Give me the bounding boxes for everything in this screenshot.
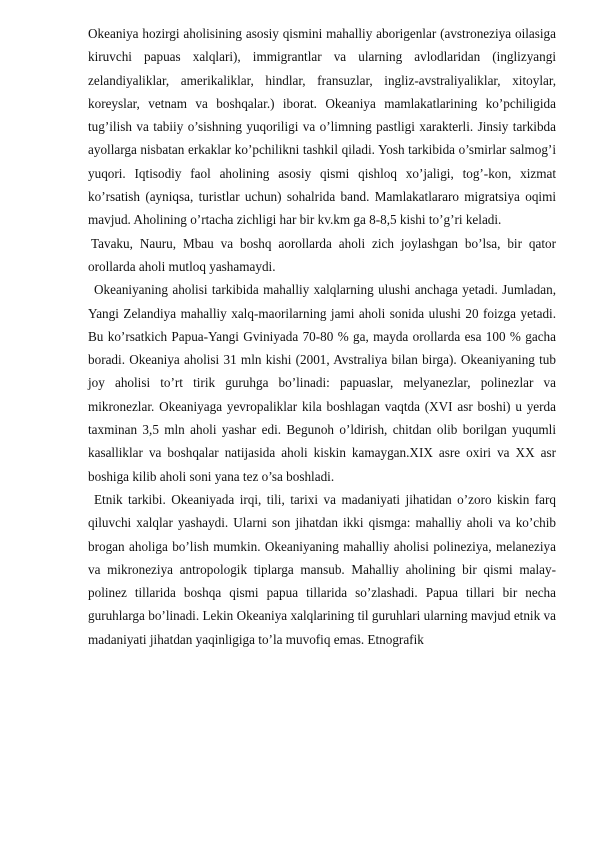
document-page (88, 22, 556, 651)
paragraph-ethnic: Etnik tarkibi. Okeaniyada irqi, tili, tarixi va madaniyati jihatidan o’zoro kiskin farq qiluvchi xalqlar yashaydi. Ularni son jihatdan ikki qismga: mahalliy aholi va ko’chib brogan aholiga bo’lish mumkin. Okeaniyaning mahalliy aholisi polineziya, melaneziya va mikroneziya antropologik tiplarga mansub. Mahalliy aholining bir qismi malay-polinez tillarida boshqa qismi papua tillarida so’zlashadi. Papua tillari bir necha guruhlarga bo’linadi. Lekin Okeaniya xalqlarining til guruhlari ularning mavjud etnik va madaniyati jihatdan yaqinligiga to’la muvofiq emas. Etnografik (88, 491, 556, 647)
paragraph-composition: Okeaniyaning aholisi tarkibida mahalliy xalqlarning ulushi anchaga yetadi. Jumladan, Yangi Zelandiya mahalliy xalq-maorilarning jami aholi sonida ulushi 20 foizga yetadi. Bu ko’rsatkich Papua-Yangi Gviniyada 70-80 % ga, mayda orollarda esa 100 % gacha boradi. Okeaniya aholisi 31 mln kishi (2001, Avstraliya bilan birga). Okeaniyaning tub joy aholisi to’rt tirik guruhga bo’linadi: papuaslar, melyanezlar, polinezlar va mikronezlar. Okeaniyaga yevropaliklar kila boshlagan vaqtda (XVI asr boshi) u yerda taxminan 3,5 mln aholi yashar edi. Begunoh o’ldirish, chitdan olib borilgan yuqumli kasalliklar va boshqalar natijasida aholi kiskin kamaygan.XIX asre oxiri va XX asr boshiga kilib aholi soni yana tez o’sa boshladi. (88, 282, 556, 484)
paragraph-islands: Tavaku, Nauru, Mbau va boshq aorollarda aholi zich joylashgan bo’lsa, bir qator orollarda aholi mutloq yashamaydi. (88, 235, 556, 274)
paragraph-population: Okeaniya hozirgi aholisining asosiy qismini mahalliy aborigenlar (avstroneziya oilasiga kiruvchi papuas xalqlari), immigrantlar va ularning avlodlaridan (inglizyangi zelandiyaliklar, amerikaliklar, hindlar, fransuzlar, ingliz-avstraliyaliklar, xitoylar, koreyslar, vetnam va boshqalar.) iborat. Okeaniya mamlakatlarining ko’pchiligida tug’ilish va tabiiy o’sishning yuqoriligi va o’limning pastligi xarakterli. Jinsiy tarkibda ayollarga nisbatan erkaklar ko’pchilikni tashkil qiladi. Yosh tarkibida o’smirlar salmog’i yuqori. Iqtisodiy faol aholining asosiy qismi qishloq xo’jaligi, tog’-kon, xizmat ko’rsatish (ayniqsa, turistlar uchun) sohalrida band. Mamlakatlararo migratsiya oqimi mavjud. Aholining o’rtacha zichligi har bir kv.km ga 8-8,5 kishi to’g’ri keladi. (88, 26, 556, 228)
